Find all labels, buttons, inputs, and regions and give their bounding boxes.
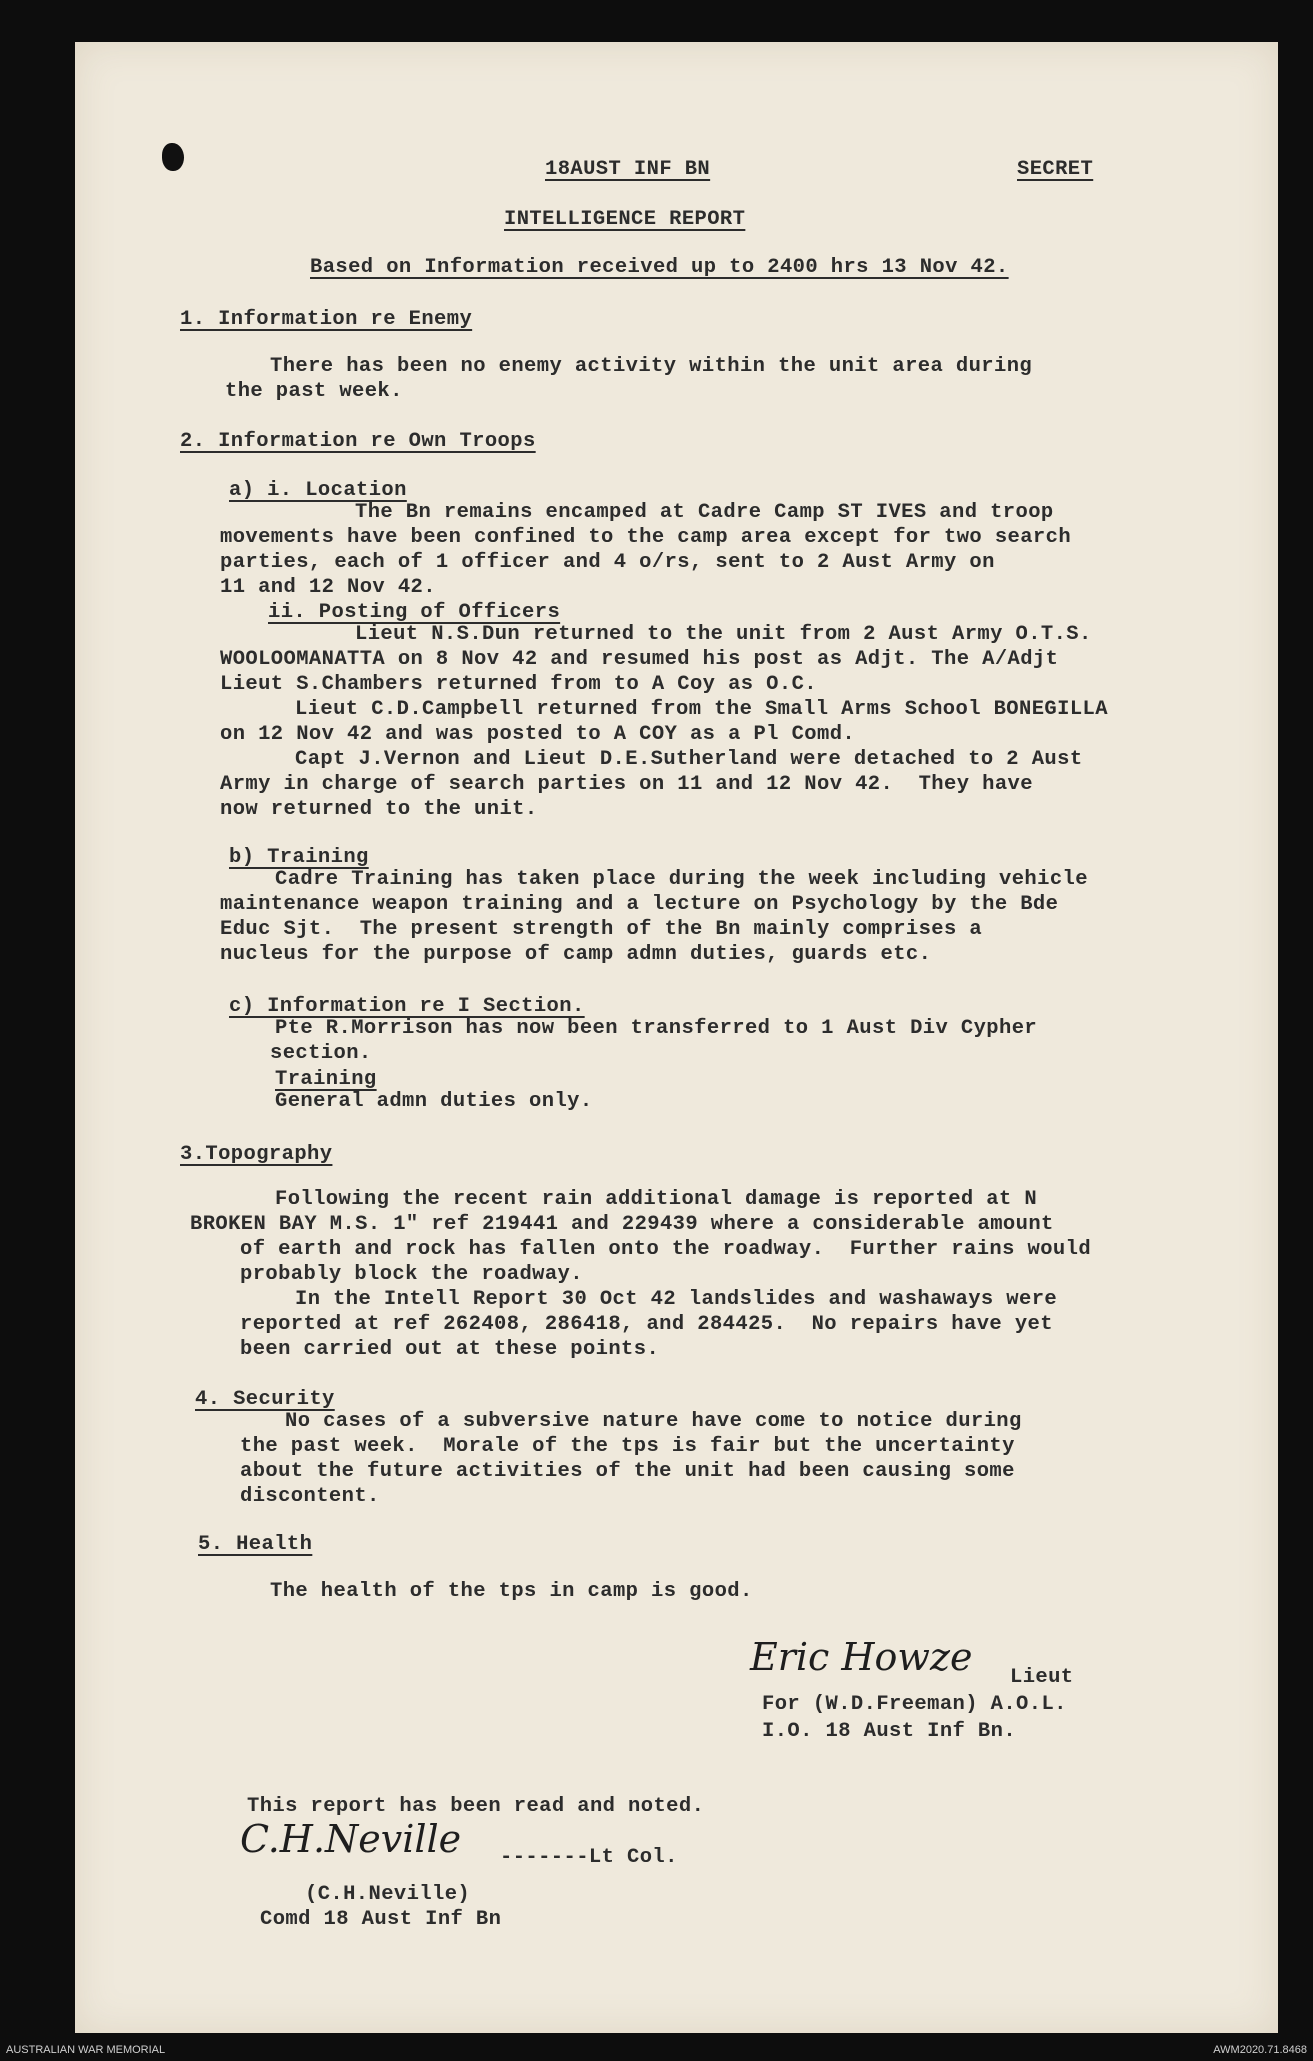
body-line: nucleus for the purpose of camp admn duties, guards etc. [220, 943, 932, 966]
signature-rank: Lieut [1010, 1666, 1074, 1689]
report-title: INTELLIGENCE REPORT [504, 208, 746, 231]
body-line: The Bn remains encamped at Cadre Camp ST IVES and troop [355, 501, 1054, 524]
report-subtitle: Based on Information received up to 2400 hrs 13 Nov 42. [310, 256, 1009, 279]
body-line: The health of the tps in camp is good. [270, 1580, 753, 1603]
body-line: BROKEN BAY M.S. 1" ref 219441 and 229439 where a considerable amount [190, 1213, 1054, 1236]
footer-archive: AUSTRALIAN WAR MEMORIAL [6, 2044, 166, 2056]
subsection-c-training: Training [275, 1068, 377, 1091]
body-line: Army in charge of search parties on 11 and 12 Nov 42. They have [220, 773, 1033, 796]
unit-heading: 18AUST INF BN [545, 158, 711, 181]
body-line: Pte R.Morrison has now been transferred to 1 Aust Div Cypher [275, 1017, 1038, 1040]
body-line: movements have been confined to the camp area except for two search [220, 526, 1072, 549]
body-line: on 12 Nov 42 and was posted to A COY as a Pl Comd. [220, 723, 856, 746]
body-line: There has been no enemy activity within the unit area during [270, 355, 1033, 378]
body-line: of earth and rock has fallen onto the roadway. Further rains would [240, 1238, 1092, 1261]
body-line: now returned to the unit. [220, 798, 538, 821]
endorsement-role: Comd 18 Aust Inf Bn [260, 1908, 502, 1931]
body-line: probably block the roadway. [240, 1263, 583, 1286]
section-1-heading: 1. Information re Enemy [180, 308, 473, 331]
body-line: the past week. Morale of the tps is fair but the uncertainty [240, 1435, 1015, 1458]
signature-co: C.H.Neville [240, 1817, 462, 1861]
body-line: about the future activities of the unit had been causing some [240, 1460, 1015, 1483]
body-line: been carried out at these points. [240, 1338, 660, 1361]
classification-label: SECRET [1017, 158, 1094, 181]
body-line: section. [270, 1042, 372, 1065]
body-line: Capt J.Vernon and Lieut D.E.Sutherland were detached to 2 Aust [295, 748, 1083, 771]
endorsement-note: This report has been read and noted. [247, 1795, 705, 1818]
signature-for-line: For (W.D.Freeman) A.O.L. [762, 1693, 1067, 1716]
body-line: parties, each of 1 officer and 4 o/rs, sent to 2 Aust Army on [220, 551, 995, 574]
body-line: Cadre Training has taken place during the week including vehicle [275, 868, 1088, 891]
section-4-heading: 4. Security [195, 1388, 335, 1411]
body-line: Lieut N.S.Dun returned to the unit from 2 Aust Army O.T.S. [355, 623, 1092, 646]
body-line: the past week. [225, 380, 403, 403]
body-line: maintenance weapon training and a lecture on Psychology by the Bde [220, 893, 1059, 916]
section-5-heading: 5. Health [198, 1533, 313, 1556]
subsection-training: b) Training [229, 846, 369, 869]
punch-hole [162, 143, 184, 171]
body-line: General admn duties only. [275, 1090, 593, 1113]
body-line: Lieut C.D.Campbell returned from the Small Arms School BONEGILLA [295, 698, 1108, 721]
section-3-heading: 3.Topography [180, 1143, 333, 1166]
signature-role: I.O. 18 Aust Inf Bn. [762, 1720, 1017, 1743]
subsection-location: a) i. Location [229, 479, 407, 502]
endorsement-name: (C.H.Neville) [305, 1883, 471, 1906]
body-line: Educ Sjt. The present strength of the Bn mainly comprises a [220, 918, 983, 941]
subsection-posting: ii. Posting of Officers [268, 601, 561, 624]
body-line: reported at ref 262408, 286418, and 284425. No repairs have yet [240, 1313, 1053, 1336]
body-line: No cases of a subversive nature have come to notice during [285, 1410, 1022, 1433]
body-line: Following the recent rain additional damage is reported at N [275, 1188, 1038, 1211]
endorsement-rank: -------Lt Col. [500, 1846, 678, 1869]
subsection-i-section: c) Information re I Section. [229, 995, 585, 1018]
footer-accession: AWM2020.71.8468 [1213, 2044, 1307, 2056]
body-line: Lieut S.Chambers returned from to A Coy as O.C. [220, 673, 817, 696]
body-line: discontent. [240, 1485, 380, 1508]
body-line: 11 and 12 Nov 42. [220, 576, 436, 599]
section-2-heading: 2. Information re Own Troops [180, 430, 536, 453]
body-line: WOOLOOMANATTA on 8 Nov 42 and resumed his post as Adjt. The A/Adjt [220, 648, 1059, 671]
body-line: In the Intell Report 30 Oct 42 landslides and washaways were [295, 1288, 1058, 1311]
signature-io: Eric Howze [750, 1635, 973, 1679]
